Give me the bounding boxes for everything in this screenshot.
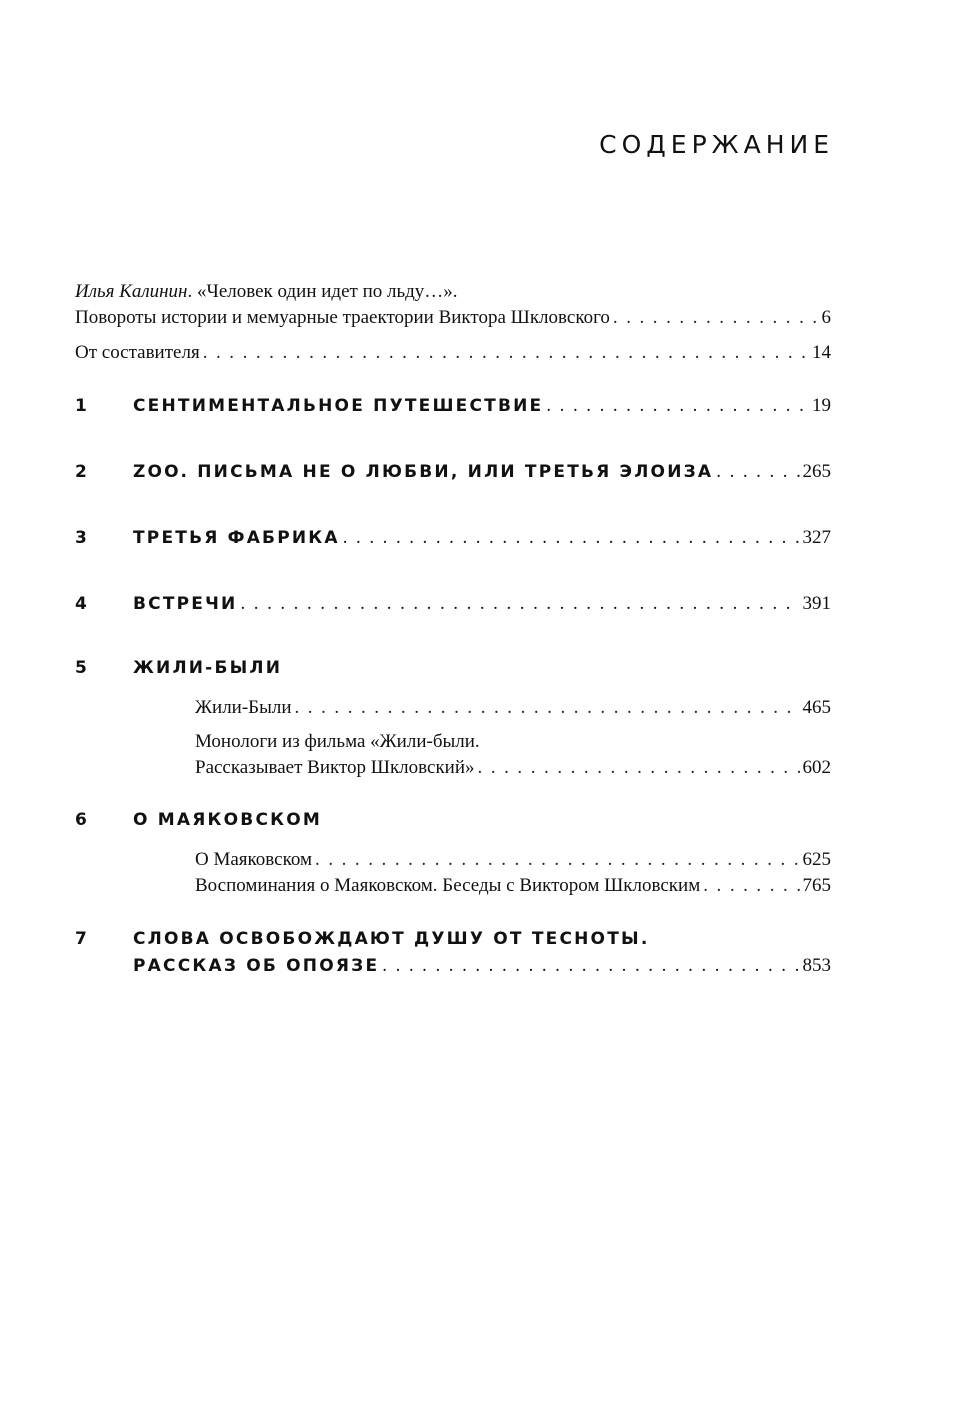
intro-line-1 <box>75 281 458 303</box>
dot-leader <box>315 849 799 871</box>
chapter-title: СЕНТИМЕНТАЛЬНОЕ ПУТЕШЕСТВИЕ <box>133 396 544 416</box>
entry-label: Рассказывает Виктор Шкловский» <box>195 757 475 778</box>
chapter-title: СЛОВА ОСВОБОЖДАЮТ ДУШУ ОТ ТЕСНОТЫ. <box>133 929 650 949</box>
page-number: 602 <box>802 757 831 778</box>
toc-subentry[interactable] <box>195 697 831 719</box>
toc-chapter-1[interactable] <box>75 395 831 417</box>
chapter-title: ТРЕТЬЯ ФАБРИКА <box>133 528 340 548</box>
chapter-title: ЖИЛИ-БЫЛИ <box>133 658 283 678</box>
toc-chapter-7[interactable] <box>75 929 831 949</box>
chapter-number: 4 <box>75 594 90 614</box>
toc-subentry[interactable] <box>195 875 831 897</box>
toc-chapter-2[interactable] <box>75 461 831 483</box>
entry-label: Воспоминания о Маяковском. Беседы с Виктором Шкловским <box>195 875 701 896</box>
dot-leader <box>716 461 799 483</box>
page-number: 765 <box>802 875 831 896</box>
chapter-title-line-2: РАССКАЗ ОБ ОПОЯЗЕ <box>133 956 380 976</box>
chapter-number: 5 <box>75 658 90 678</box>
intro-title: . «Человек один идет по льду…». <box>187 281 458 302</box>
toc-chapter-4[interactable] <box>75 593 831 615</box>
page-number: 853 <box>802 955 831 976</box>
chapter-number: 1 <box>75 396 90 416</box>
page-number: 6 <box>821 307 831 328</box>
chapter-number: 7 <box>75 929 90 949</box>
toc-subentry[interactable] <box>195 849 831 871</box>
dot-leader <box>203 342 809 364</box>
dot-leader <box>343 527 800 549</box>
chapter-title: О МАЯКОВСКОМ <box>133 810 322 830</box>
entry-label: Жили-Были <box>195 697 292 718</box>
intro-author: Илья Калинин <box>75 281 188 302</box>
chapter-number: 2 <box>75 462 90 482</box>
page-number: 625 <box>802 849 831 870</box>
page-number: 265 <box>802 461 831 482</box>
page-number: 14 <box>812 342 831 363</box>
dot-leader <box>240 593 799 615</box>
dot-leader <box>295 697 800 719</box>
entry-label: О Маяковском <box>195 849 313 870</box>
toc-subentry[interactable] <box>195 757 831 779</box>
page-number: 327 <box>802 527 831 548</box>
toc-chapter-6 <box>75 810 831 830</box>
chapter-title: ВСТРЕЧИ <box>133 594 238 614</box>
chapter-number: 3 <box>75 528 90 548</box>
intro-subtitle: Повороты истории и мемуарные траектории Виктора Шкловского <box>75 307 610 328</box>
toc-entry-preface[interactable] <box>75 342 831 364</box>
dot-leader <box>703 875 799 897</box>
page-title: СОДЕРЖАНИЕ <box>599 130 834 159</box>
page-number: 19 <box>812 395 831 416</box>
dot-leader <box>546 395 809 417</box>
toc-chapter-5 <box>75 658 831 678</box>
toc-chapter-7-cont[interactable] <box>75 955 831 977</box>
dot-leader <box>382 955 799 977</box>
dot-leader <box>613 307 819 329</box>
entry-label: От составителя <box>75 342 200 363</box>
chapter-title: ZOO. ПИСЬМА НЕ О ЛЮБВИ, ИЛИ ТРЕТЬЯ ЭЛОИЗА <box>133 462 714 482</box>
toc-entry-intro[interactable] <box>75 307 831 329</box>
toc-chapter-3[interactable] <box>75 527 831 549</box>
chapter-number: 6 <box>75 810 90 830</box>
page-number: 391 <box>802 593 831 614</box>
dot-leader <box>478 757 800 779</box>
page-number: 465 <box>802 697 831 718</box>
toc-subentry-line-1: Монологи из фильма «Жили-были. <box>195 731 480 752</box>
